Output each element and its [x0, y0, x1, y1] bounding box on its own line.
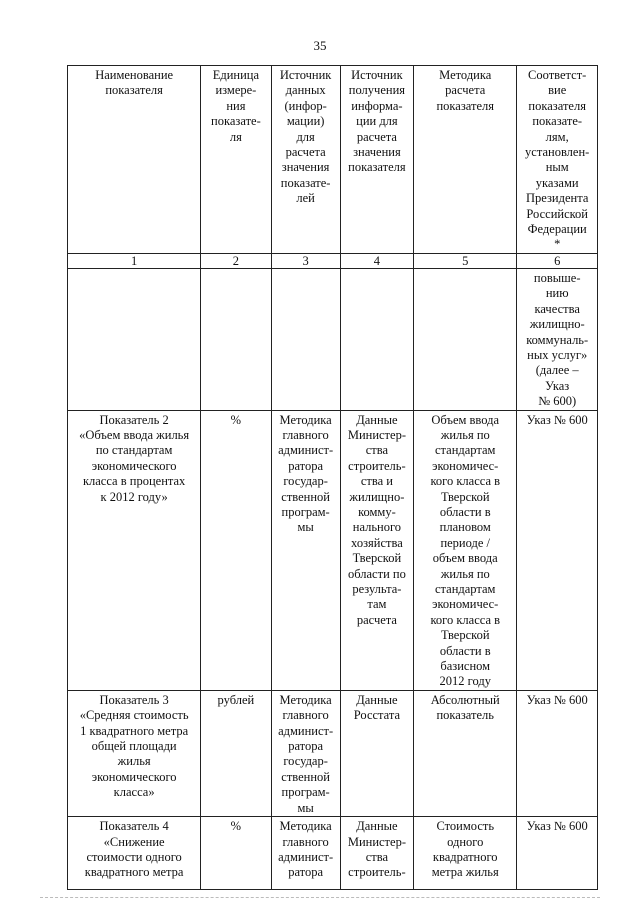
table-row-indicator-4 — [68, 817, 598, 890]
cell-text-line: квадратного метра — [84, 865, 184, 880]
cell-text-line: данных — [285, 83, 326, 98]
cell-text-line: Тверской — [440, 489, 490, 504]
cell-text-line: области в — [439, 643, 491, 658]
cell-text-line: общей площади — [91, 739, 177, 754]
cell-text-line: Методика — [279, 819, 332, 834]
cell-text-line: админист- — [278, 849, 334, 864]
cell-text-line: Показатель 3 — [99, 692, 169, 707]
cell-text-line: класса в процентах — [82, 474, 186, 489]
table-cell — [201, 690, 271, 816]
header-cell-method — [414, 66, 517, 254]
cell-text-line: государ- — [283, 474, 328, 489]
cell-text-line: класса» — [113, 785, 155, 800]
cell-text-line: Указ № 600 — [526, 692, 588, 707]
cell-text-line: «Средняя стоимость — [79, 708, 189, 723]
cell-text-line: ратора — [288, 458, 324, 473]
table-cell — [68, 268, 201, 410]
cell-text-line: стоимости одного — [86, 849, 182, 864]
cell-text-line: расчета — [356, 129, 397, 144]
cell-text-line: государ- — [283, 754, 328, 769]
cell-text-line: (далее – — [535, 363, 579, 378]
cell-text-line: одного — [447, 834, 484, 849]
cell-text-line: Методика — [279, 412, 332, 427]
cell-text-line: метра жилья — [431, 865, 499, 880]
cell-text-line: главного — [282, 834, 329, 849]
indicators-table — [67, 65, 598, 890]
cell-text-line: по стандартам — [95, 443, 173, 458]
cell-text-line: Указ — [545, 378, 570, 393]
cell-text-line: ния — [226, 98, 246, 113]
cell-text-line: области в — [439, 504, 491, 519]
cell-text-line: экономического — [91, 769, 177, 784]
table-cell — [201, 817, 271, 890]
cell-text-line: показатель — [436, 708, 494, 723]
cell-text-line: жилья — [117, 754, 151, 769]
cell-text-line: квадратного — [432, 849, 498, 864]
cell-text-line: стандартам — [435, 582, 496, 596]
cell-text-line: Данные — [356, 692, 398, 707]
cell-text-line: показателя — [528, 98, 586, 113]
cell-text-line: Министер- — [347, 427, 406, 442]
table-cell — [271, 410, 340, 690]
cell-text-line: объем ввода — [432, 551, 498, 566]
cell-text-line: 1 квадратного метра — [80, 723, 189, 738]
column-number: 1 — [68, 253, 201, 268]
cell-text-line: ства — [365, 443, 389, 458]
header-cell-compliance — [517, 66, 598, 254]
cell-text-line: Методика — [439, 68, 492, 82]
table-cell — [517, 268, 598, 410]
cell-text-line: установлен- — [525, 145, 590, 160]
cell-text-line: Соответст- — [528, 68, 587, 82]
table-cell — [271, 817, 340, 890]
cell-text-line: экономического — [91, 458, 177, 473]
header-cell-info-source — [340, 66, 413, 254]
cell-text-line: значения — [281, 160, 330, 175]
cell-text-line: Наименование — [95, 68, 174, 82]
cell-text-line: № 600) — [538, 394, 577, 409]
cell-text-line: плановом — [439, 520, 491, 535]
cell-text-line: области по — [347, 566, 406, 581]
cell-text-line: % — [230, 819, 242, 834]
scan-edge-divider — [40, 897, 600, 900]
column-number: 3 — [271, 253, 340, 268]
cell-text-line: измере- — [215, 83, 257, 98]
cell-text-line: жилья по — [440, 566, 490, 581]
cell-text-line: показате- — [532, 114, 583, 129]
cell-text-line: результа- — [352, 582, 402, 596]
table-cell — [201, 410, 271, 690]
cell-text-line: * — [554, 237, 561, 252]
cell-text-line: хозяйства — [351, 535, 403, 550]
cell-text-line: Показатель 2 — [99, 412, 169, 427]
header-cell-indicator-name — [68, 66, 201, 254]
cell-text-line: лей — [296, 191, 315, 206]
table-cell — [517, 690, 598, 816]
cell-text-line: комму- — [358, 504, 396, 519]
cell-text-line: Показатель 4 — [99, 819, 169, 834]
cell-text-line: админист- — [278, 723, 334, 738]
cell-text-line: ции для — [356, 114, 398, 129]
cell-text-line: Методика — [279, 692, 332, 707]
cell-text-line: ля — [229, 129, 242, 144]
table-cell — [68, 817, 201, 890]
cell-text-line: админист- — [278, 443, 334, 458]
cell-text-line: Стоимость — [436, 819, 495, 834]
cell-text-line: получения — [348, 83, 406, 98]
cell-text-line: расчета — [445, 83, 486, 98]
cell-text-line: периоде / — [440, 535, 491, 550]
cell-text-line: показателя — [436, 98, 494, 113]
cell-text-line: ственной — [281, 769, 330, 784]
table-cell — [340, 690, 413, 816]
cell-text-line: ства — [365, 849, 389, 864]
cell-text-line: жилищно- — [529, 317, 585, 332]
cell-text-line: расчета — [285, 145, 326, 160]
cell-text-line: показате- — [280, 175, 331, 190]
cell-text-line: расчета — [356, 612, 397, 627]
table-row-indicator-3 — [68, 690, 598, 816]
cell-text-line: Объем ввода — [431, 412, 500, 427]
cell-text-line: к 2012 году» — [100, 489, 168, 504]
column-number-row — [68, 253, 598, 268]
cell-text-line: Тверской — [352, 551, 402, 566]
cell-text-line: показате- — [211, 114, 261, 129]
cell-text-line: Данные — [356, 412, 398, 427]
cell-text-line: повыше- — [533, 270, 581, 285]
cell-text-line: ным — [545, 160, 569, 175]
cell-text-line: (инфор- — [284, 98, 327, 113]
table-cell — [414, 690, 517, 816]
cell-text-line: Источник — [351, 68, 403, 82]
cell-text-line: показателя — [348, 160, 406, 175]
cell-text-line: % — [230, 412, 242, 427]
table-cell — [271, 690, 340, 816]
cell-text-line: 2012 году — [439, 674, 491, 689]
cell-text-line: «Снижение — [103, 834, 165, 849]
header-cell-data-source — [271, 66, 340, 254]
table-row-continuation — [68, 268, 598, 410]
cell-text-line: Указ № 600 — [526, 819, 588, 834]
cell-text-line: экономичес- — [432, 597, 499, 612]
cell-text-line: стандартам — [435, 443, 496, 458]
cell-text-line: указами — [535, 175, 579, 190]
cell-text-line: Данные — [356, 819, 398, 834]
table-row-indicator-2 — [68, 410, 598, 690]
cell-text-line: нального — [352, 520, 402, 535]
cell-text-line: ства и — [360, 474, 393, 489]
cell-text-line: програм- — [281, 785, 330, 800]
cell-text-line: рублей — [217, 692, 255, 707]
cell-text-line: базисном — [440, 659, 491, 674]
table-cell — [68, 410, 201, 690]
cell-text-line: жилья по — [440, 427, 490, 442]
header-cell-unit — [201, 66, 271, 254]
cell-text-line: строитель- — [348, 865, 406, 880]
cell-text-line: кого класса в — [430, 474, 501, 489]
cell-text-line: жилищно- — [349, 489, 405, 504]
cell-text-line: для — [296, 129, 315, 144]
column-number: 2 — [201, 253, 271, 268]
cell-text-line: показателя — [105, 83, 163, 98]
cell-text-line: там — [367, 597, 387, 612]
table-cell — [414, 410, 517, 690]
cell-text-line: строитель- — [348, 458, 406, 473]
cell-text-line: ратора — [288, 739, 324, 754]
cell-text-line: Единица — [212, 68, 260, 82]
cell-text-line: Министер- — [347, 834, 406, 849]
table-cell — [414, 268, 517, 410]
table-cell — [517, 410, 598, 690]
table-cell — [340, 817, 413, 890]
cell-text-line: ратора — [288, 865, 324, 880]
cell-text-line: нию — [545, 286, 569, 301]
cell-text-line: Тверской — [440, 628, 490, 643]
cell-text-line: «Объем ввода жилья — [79, 427, 190, 442]
cell-text-line: мы — [297, 800, 314, 815]
header-row — [68, 66, 598, 254]
table-cell — [201, 268, 271, 410]
cell-text-line: Абсолютный — [430, 692, 500, 707]
cell-text-line: информа- — [351, 98, 403, 113]
cell-text-line: Российской — [526, 206, 588, 221]
cell-text-line: главного — [282, 708, 329, 723]
cell-text-line: Президента — [526, 191, 589, 206]
column-number: 6 — [517, 253, 598, 268]
cell-text-line: кого класса в — [430, 612, 501, 627]
cell-text-line: Федерации — [527, 222, 587, 237]
page-number: 35 — [313, 38, 327, 53]
cell-text-line: Источник — [279, 68, 332, 82]
table-cell — [340, 268, 413, 410]
cell-text-line: коммуналь- — [526, 332, 589, 347]
table-cell — [517, 817, 598, 890]
table-cell — [271, 268, 340, 410]
cell-text-line: главного — [282, 427, 329, 442]
table-cell — [340, 410, 413, 690]
cell-text-line: вие — [548, 83, 567, 98]
cell-text-line: лям, — [545, 129, 569, 144]
cell-text-line: мы — [297, 520, 314, 535]
cell-text-line: Росстата — [353, 708, 401, 723]
cell-text-line: качества — [534, 301, 580, 316]
cell-text-line: ственной — [281, 489, 330, 504]
column-number: 4 — [340, 253, 413, 268]
cell-text-line: экономичес- — [432, 458, 499, 473]
cell-text-line: мации) — [286, 114, 325, 129]
cell-text-line: програм- — [281, 504, 330, 519]
table-cell — [414, 817, 517, 890]
cell-text-line: значения — [353, 145, 401, 160]
cell-text-line: ных услуг» — [527, 347, 588, 362]
table-cell — [68, 690, 201, 816]
column-number: 5 — [414, 253, 517, 268]
cell-text-line: Указ № 600 — [526, 412, 588, 427]
